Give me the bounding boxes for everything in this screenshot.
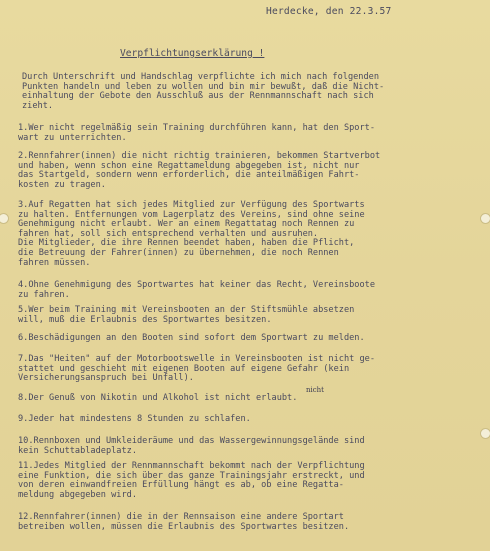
rule-9: 9.Jeder hat mindestens 8 Stunden zu schlafen. xyxy=(18,414,251,424)
rule-1: 1.Wer nicht regelmäßig sein Training durchführen kann, hat den Sport- wart zu unterrichten. xyxy=(18,123,375,143)
rule-10: 10.Rennboxen und Umkleideräume und das Wassergewinnungsgelände sind kein Schuttabladeplatz. xyxy=(18,436,365,456)
rule-4: 4.Ohne Genehmigung des Sportwartes hat keiner das Recht, Vereinsboote zu fahren. xyxy=(18,280,375,300)
handwritten-correction: nicht xyxy=(306,386,324,394)
rule-6: 6.Beschädigungen an den Booten sind sofort dem Sportwart zu melden. xyxy=(18,333,365,343)
rule-3: 3.Auf Regatten hat sich jedes Mitglied zur Verfügung des Sportwarts zu halten. Entfernungen vom Lagerplatz des Vereins, sind ohne seine Genehmigung nicht erlaubt. Wer an einem Regattatag noch Rennen zu fahren hat, soll sich entsprechend verhalten und ausruhen. Die Mitglieder, die ihre Rennen beendet haben, haben die Pflicht, die Betreuung der Fahrer(innen) zu übernehmen, die noch Rennen fahren müssen. xyxy=(18,200,365,268)
rule-11: 11.Jedes Mitglied der Rennmannschaft bekommt nach der Verpflichtung eine Funktion, die sich über das ganze Trainingsjahr erstreckt, und von deren einwandfreien Erfüllung hängt es ab, ob eine Regatta- meldung abgegeben wird. xyxy=(18,461,365,500)
rule-7: 7.Das "Heiten" auf der Motorbootswelle in Vereinsbooten ist nicht ge- stattet und geschieht mit eigenen Booten auf eigene Gefahr (kein Versicherungsanspruch bei Unfall). xyxy=(18,354,375,384)
rule-12: 12.Rennfahrer(innen) die in der Rennsaison eine andere Sportart betreiben wollen, müssen die Erlaubnis des Sportwartes besitzen. xyxy=(18,512,350,532)
rule-2: 2.Rennfahrer(innen) die nicht richtig trainieren, bekommen Startverbot und haben, wenn schon eine Regattameldung abgegeben ist, nicht nur das Startgeld, sondern wenn erforderlich, die anteilmäßigen Fahrt- kosten zu tragen. xyxy=(18,151,381,190)
rule-8: 8.Der Genuß von Nikotin und Alkohol ist nicht erlaubt. xyxy=(18,393,298,403)
document-title: Verpflichtungserklärung ! xyxy=(120,48,265,59)
rule-5: 5.Wer beim Training mit Vereinsbooten an der Stiftsmühle absetzen will, muß die Erlaubnis des Sportwartes besitzen. xyxy=(18,305,355,325)
dateline: Herdecke, den 22.3.57 xyxy=(266,6,392,17)
intro-paragraph: Durch Unterschrift und Handschlag verpflichte ich mich nach folgenden Punkten handeln und leben zu wollen und bin mir bewußt, daß die Nicht- einhaltung der Gebote den Ausschluß aus der Rennmannschaft nach sich zieht. xyxy=(22,72,385,111)
